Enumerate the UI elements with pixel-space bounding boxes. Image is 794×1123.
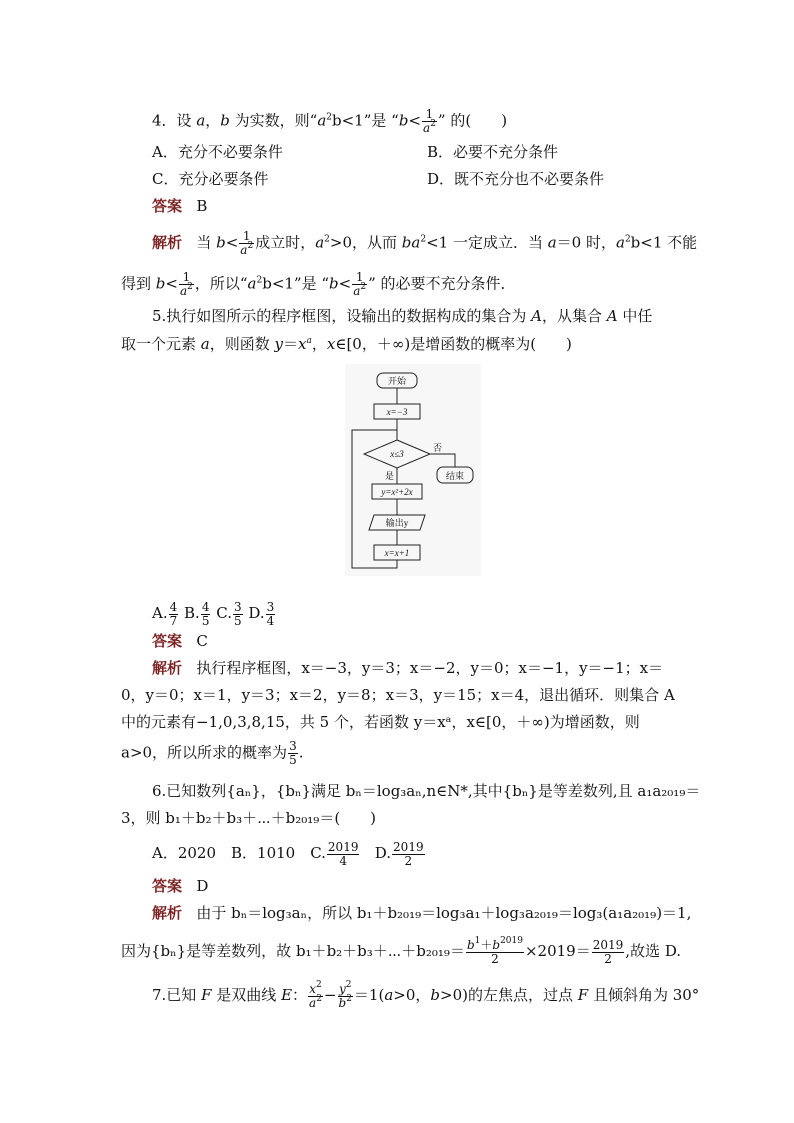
q5-analysis-line4: a>0，所以所求的概率为 $\frac{3}{5}$ . xyxy=(121,739,304,767)
q4-option-b: B．必要不充分条件 xyxy=(427,143,559,161)
q5-analysis-line1: 解析 执行程序框图，x＝−3，y＝3；x＝−2，y＝0；x＝−1，y＝−1；x＝ xyxy=(152,659,664,677)
q4-analysis-line2: 得到 b< $\frac{1}{a^2}$ ，所以“$a^2b<1$”是 “b< $\frac{1}{a^2}$ ” 的必要不充分条件． xyxy=(121,270,516,298)
q4-stem: 4．设 a，b 为实数，则“$a^2b<1$”是 “b< $\frac{1}{a^2}$ ” 的( ) xyxy=(152,107,508,135)
answer-value: B xyxy=(196,197,208,215)
q6-answer xyxy=(152,876,208,896)
q5-options: A. $\frac{4}{7}$ B. $\frac{4}{5}$ C. $\frac{3}{5}$ D. $\frac{3}{4}$ xyxy=(152,599,275,628)
q7-stem: 7.已知 F 是双曲线 E： $\frac{x^2}{a^2}$ − $\frac{y^2}{b^2}$ ＝1(a>0，b>0)的左焦点，过点 F 且倾斜角为 30° xyxy=(152,979,700,1010)
answer-label: 答案 xyxy=(152,877,183,895)
q5-answer xyxy=(152,631,208,651)
q6-analysis-line1: 解析 由于 bₙ＝log₃aₙ，所以 b₁＋b₂₀₁₉＝log₃a₁＋log₃a₂₀₁₉＝log₃(a₁a₂₀₁₉)＝1, xyxy=(152,904,692,922)
flowchart-end-text: 结束 xyxy=(445,471,465,481)
analysis-label: 解析 xyxy=(152,904,183,922)
q5-analysis-line3: 中的元素有−1,0,3,8,15，共 5 个，若函数 y＝xᵃ，x∈[0，＋∞)为增函数，则 xyxy=(121,713,640,731)
answer-label: 答案 xyxy=(152,632,183,650)
q4-answer xyxy=(152,196,207,216)
q4-option-d: D．既不充分也不必要条件 xyxy=(427,170,605,188)
q6-analysis-line2: 因为{bₙ}是等差数列，故 b₁＋b₂＋b₃＋⋯＋b₂₀₁₉＝ $\frac{b^1+b^{2019}}{2}$ ×2019＝ $\frac{2019}{2}$ ,故选 D. xyxy=(121,935,682,966)
flowchart-init-text: x=−3 xyxy=(386,407,408,417)
analysis-label: 解析 xyxy=(152,659,183,677)
q5-analysis-line2: 0，y＝0；x＝1，y＝3；x＝2，y＝8；x＝3，y＝15；x＝4，退出循环．则集合 A xyxy=(121,686,675,704)
q6-stem-line2: 3，则 b₁＋b₂＋b₃＋⋯＋b₂₀₁₉＝( ) xyxy=(121,809,377,827)
flowchart-increment-text: x=x+1 xyxy=(384,548,410,558)
flowchart-output-text: 输出y xyxy=(385,518,409,528)
program-flowchart xyxy=(345,364,481,576)
q5-stem-line2: 取一个元素 a，则函数 $y=x^a$，x∈[0，＋∞)是增函数的概率为( ) xyxy=(121,335,572,353)
answer-value: C xyxy=(196,632,208,650)
q4-option-a: A．充分不必要条件 xyxy=(152,143,283,161)
q6-stem-line1: 6.已知数列{aₙ}，{bₙ}满足 bₙ＝log₃aₙ,n∈N*,其中{bₙ}是等差数列,且 a₁a₂₀₁₉＝ xyxy=(152,782,701,800)
q4-option-c: C．充分必要条件 xyxy=(152,170,269,188)
fraction: $\frac{1}{a^2}$ xyxy=(423,107,436,135)
q4-analysis-line1: 解析 当 b< $\frac{1}{a^2}$ 成立时，$a^2>0$，从而 $ba^2<1$ 一定成立．当 a＝0 时，$a^2b<1$ 不能 xyxy=(152,229,698,257)
q5-stem-line1: 5.执行如图所示的程序框图，设输出的数据构成的集合为 A，从集合 A 中任 xyxy=(152,307,653,325)
flowchart-calc-text: y=x²+2x xyxy=(381,487,413,497)
fraction: $\frac{1}{a^2}$ xyxy=(179,270,193,298)
answer-value: D xyxy=(196,877,209,895)
flowchart-no-label: 否 xyxy=(433,443,443,453)
fraction: $\frac{1}{a^2}$ xyxy=(353,270,367,298)
fraction: $\frac{1}{a^2}$ xyxy=(240,229,254,257)
q6-options: A．2020 B．1010 C. $\frac{2019}{4}$ D. $\frac{2019}{2}$ xyxy=(152,839,424,868)
flowchart-decision-text: x≤3 xyxy=(390,449,404,459)
analysis-label: 解析 xyxy=(152,233,183,252)
answer-label: 答案 xyxy=(152,197,183,215)
flowchart-yes-label: 是 xyxy=(385,471,395,481)
flowchart-start-text: 开始 xyxy=(387,376,407,386)
